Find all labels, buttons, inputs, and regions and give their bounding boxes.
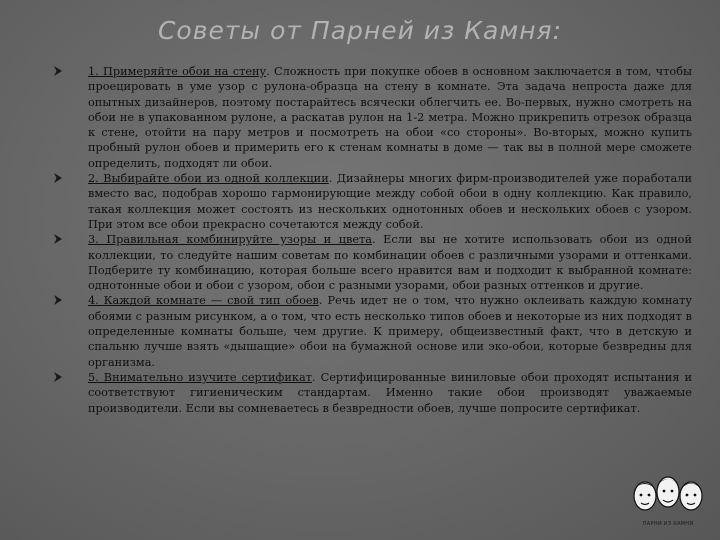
slide-title: Советы от Парней из Камня:: [157, 16, 563, 45]
list-item: [52, 232, 692, 293]
tip-heading: 1. Примеряйте обои на стену: [88, 65, 267, 78]
tip-heading: 2. Выбирайте обои из одной коллекции: [88, 172, 329, 186]
list-item: [52, 64, 692, 171]
list-item: [52, 293, 692, 369]
tips-list: [52, 64, 692, 416]
tip-text: . Дизайнеры многих фирм-производителей уже поработали вместо вас, подобрав хорошо гармонирующие между собой обои в одну коллекцию. Как правило, такая коллекция может состоять из нескольких однотонных обоев и нескольких обоев с узором. При этом все обои прекрасно сочетаются между собой.: [88, 172, 692, 231]
tip-heading: 4. Каждой комнате — свой тип обоев: [88, 294, 319, 308]
arrow-bullet-icon: [52, 172, 64, 184]
arrow-bullet-icon: [52, 294, 64, 306]
tip-text: . Речь идет не о том, что нужно оклеивать каждую комнату обоями с разным рисунком, а о том, что есть несколько типов обоев и некоторые из них подходят в определенные комнаты больше, чем другие. К примеру, общеизвестный факт, что в детскую и спальню лучше взять «дышащие» обои на бумажной основе или эко-обои, которые безвредны для организма.: [88, 294, 692, 369]
tip-heading: 5. Внимательно изучите сертификат: [88, 370, 312, 384]
list-item: [52, 370, 692, 416]
arrow-bullet-icon: [52, 371, 64, 383]
tip-text: . Если вы не хотите использовать обои из одной коллекции, то следуйте нашим советам по комбинации обоев с различными узорами и оттенками. Подберите ту комбинацию, которая больше всего нравится вам и подходит к выбранной комнате: однотонные обои и обои с узором, обои с разными узорами, обои разных оттенков и другие.: [88, 233, 693, 293]
tip-text: . Сертифицированные виниловые обои проходят испытания и соответствуют гигиеническим стандартам. Именно такие обои производят уважаемые производители. Если вы сомневаетесь в безвредности обоев, лучше попросите сертификат.: [88, 370, 692, 415]
tip-text: . Сложность при покупке обоев в основном заключается в том, чтобы проецировать в уме узор с рулона-образца на стену в комнате. Эта задача непроста даже для опытных дизайнеров, поэтому постарайтесь всячески облегчить ее. Во-первых, нужно смотреть на обои не в упакованном рулоне, а раскатав рулон на 1-2 метра. Можно прикрепить отрезок образца к стене, отойти на пару метров и посмотреть на обои «со стороны». Во-вторых, можно купить пробный рулон обоев и примерить его к стенам комнаты в доме — так вы в полной мере сможете определить, подходят ли обои.: [88, 65, 692, 170]
arrow-bullet-icon: [52, 233, 64, 245]
brand-logo: [625, 468, 711, 530]
arrow-bullet-icon: [52, 65, 64, 77]
three-faces-logo-icon: [625, 468, 711, 520]
tip-heading: 3. Правильная комбинируйте узоры и цвета: [88, 233, 373, 247]
logo-caption: ПАРНИ ИЗ КАМНЯ: [642, 521, 694, 527]
list-item: [52, 171, 692, 232]
